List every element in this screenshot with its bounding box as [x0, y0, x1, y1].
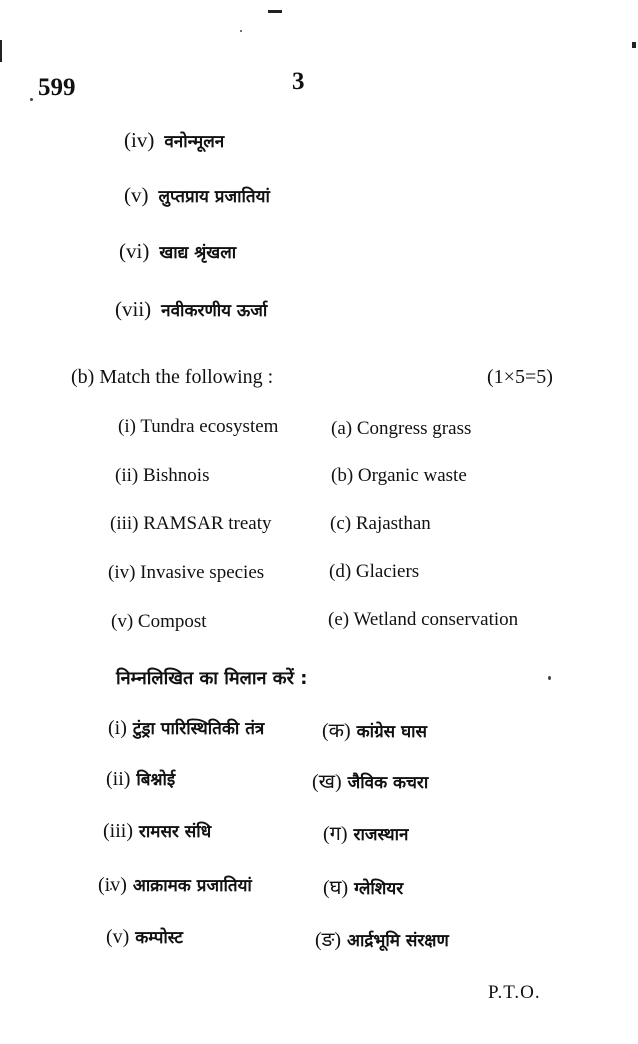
hindi-left-item	[108, 716, 264, 740]
hindi-right-item	[322, 716, 427, 743]
term-text: लुप्तप्राय प्रजातियां	[158, 187, 270, 207]
scan-speck	[240, 30, 242, 32]
hindi-right-text: कांग्रेस घास	[356, 722, 428, 742]
term-item	[124, 128, 224, 153]
match-right-item: (c) Rajasthan	[330, 513, 431, 534]
match-right-item: (b) Organic waste	[331, 465, 467, 486]
term-number: (vi)	[119, 239, 150, 263]
hindi-left-number: (i)	[108, 717, 127, 739]
hindi-left-number: (iii)	[103, 820, 133, 842]
match-right-item: (d) Glaciers	[329, 561, 420, 582]
hindi-right-text: जैविक कचरा	[347, 773, 429, 793]
hindi-right-number: (ख)	[312, 771, 342, 793]
term-number: (iv)	[124, 128, 155, 152]
term-text: वनोन्मूलन	[164, 132, 225, 152]
paper-code: 599	[38, 74, 76, 101]
term-number: (v)	[124, 183, 149, 207]
match-right-item: (a) Congress grass	[331, 418, 472, 439]
scan-speck	[30, 98, 33, 101]
term-number: (vii)	[115, 297, 152, 321]
scan-mark-left	[0, 40, 2, 62]
hindi-left-item	[103, 819, 211, 843]
hindi-left-number: (iv)	[98, 874, 127, 896]
hindi-right-number: (ङ)	[315, 929, 342, 951]
page-number: 3	[292, 68, 305, 95]
match-right-item: (e) Wetland conservation	[328, 609, 519, 630]
pto-label: P.T.O.	[488, 982, 541, 1003]
term-item	[124, 183, 270, 208]
hindi-left-number: (ii)	[106, 768, 131, 790]
hindi-left-item	[106, 925, 183, 949]
hindi-right-number: (घ)	[323, 877, 349, 899]
scan-mark-right	[632, 42, 636, 48]
term-text: नवीकरणीय ऊर्जा	[161, 301, 268, 321]
term-text: खाद्य श्रृंखला	[159, 243, 237, 263]
question-b-marks: (1×5=5)	[487, 366, 553, 388]
hindi-left-item	[106, 767, 175, 791]
hindi-match-heading: निम्नलिखित का मिलान करें :	[116, 668, 308, 689]
hindi-right-item	[315, 925, 449, 952]
match-left-item: (ii) Bishnois	[115, 465, 210, 486]
hindi-left-text: आक्रामक प्रजातियां	[132, 876, 252, 896]
hindi-left-number: (v)	[106, 926, 130, 948]
hindi-right-text: राजस्थान	[353, 825, 409, 845]
hindi-right-text: आर्द्रभूमि संरक्षण	[346, 931, 449, 951]
term-item	[115, 297, 267, 322]
hindi-right-item	[323, 819, 408, 846]
match-left-item: (iii) RAMSAR treaty	[110, 513, 272, 534]
hindi-right-number: (ग)	[323, 823, 348, 845]
scan-speck	[548, 676, 551, 680]
term-item	[119, 239, 236, 264]
question-b-label: (b) Match the following :	[71, 366, 274, 388]
hindi-left-item	[98, 873, 252, 897]
hindi-right-item	[323, 873, 403, 900]
hindi-right-text: ग्लेशियर	[354, 879, 404, 899]
hindi-right-number: (क)	[322, 720, 351, 742]
match-left-item: (iv) Invasive species	[108, 562, 265, 583]
hindi-left-text: बिश्नोई	[136, 770, 176, 790]
scan-mark-top	[268, 10, 282, 13]
hindi-left-text: टुंड्रा पारिस्थितिकी तंत्र	[132, 719, 265, 739]
hindi-left-text: कम्पोस्ट	[135, 928, 183, 948]
match-left-item: (i) Tundra ecosystem	[118, 416, 279, 437]
match-left-item: (v) Compost	[111, 611, 207, 632]
hindi-right-item	[312, 767, 428, 794]
hindi-left-text: रामसर संधि	[138, 822, 212, 842]
